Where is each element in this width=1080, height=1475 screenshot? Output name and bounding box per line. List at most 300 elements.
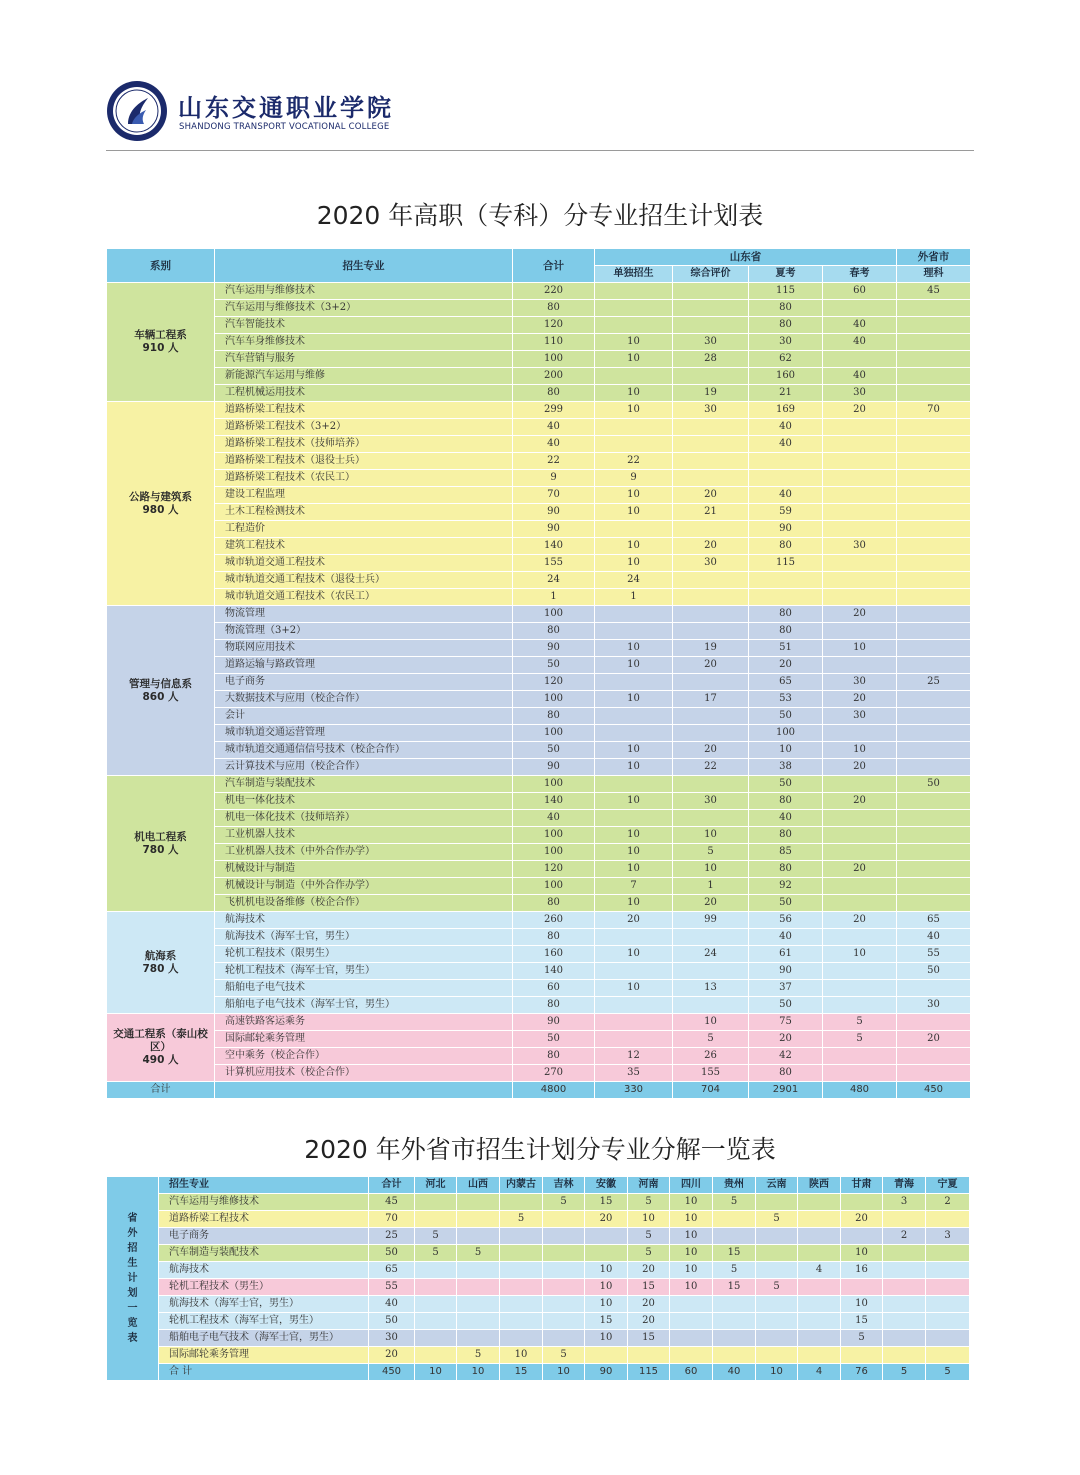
independent-cell: [595, 1031, 673, 1048]
independent-cell: 10: [595, 351, 673, 368]
dept-name: 交通工程系（泰山校区）: [113, 1028, 208, 1053]
quota-cell: [415, 1296, 457, 1313]
quota-cell: 20: [628, 1313, 670, 1330]
table2-header-row: [107, 1177, 970, 1194]
total-cell: 9: [513, 470, 595, 487]
spring-exam-cell: [823, 351, 897, 368]
quota-cell: 20: [628, 1262, 670, 1279]
college-name-cn: 山东交通职业学院: [178, 93, 394, 122]
quota-cell: [543, 1279, 585, 1296]
total-cell: 22: [513, 453, 595, 470]
summer-exam-cell: 40: [749, 436, 823, 453]
quota-cell: [500, 1313, 543, 1330]
college-name-en: SHANDONG TRANSPORT VOCATIONAL COLLEGE: [179, 122, 390, 132]
summer-exam-cell: 80: [749, 606, 823, 623]
comprehensive-cell: 99: [673, 912, 749, 929]
table-row: [107, 436, 971, 453]
comprehensive-cell: 17: [673, 691, 749, 708]
comprehensive-cell: [673, 725, 749, 742]
quota-cell: [457, 1296, 500, 1313]
independent-cell: [595, 997, 673, 1014]
science-cell: [897, 572, 971, 589]
total-cell: 260: [513, 912, 595, 929]
summer-exam-cell: 59: [749, 504, 823, 521]
quota-cell: 10: [628, 1211, 670, 1228]
spring-exam-cell: [823, 810, 897, 827]
spring-exam-cell: 30: [823, 708, 897, 725]
major-cell: 汽车制造与装配技术: [159, 1245, 369, 1262]
major-cell: 道路运输与路政管理: [215, 657, 513, 674]
independent-cell: 10: [595, 538, 673, 555]
table-row: [107, 793, 971, 810]
independent-cell: 35: [595, 1065, 673, 1082]
quota-cell: 5: [756, 1211, 798, 1228]
major-cell: 道路桥梁工程技术（退役士兵）: [215, 453, 513, 470]
quota-cell: [713, 1228, 756, 1245]
total-cell: 90: [513, 521, 595, 538]
comprehensive-cell: [673, 419, 749, 436]
table-row: [107, 504, 971, 521]
independent-cell: 1: [595, 589, 673, 606]
total-cell: 10: [756, 1364, 798, 1381]
quota-cell: [415, 1347, 457, 1364]
dept-count: 780 人: [142, 962, 179, 975]
comprehensive-cell: [673, 810, 749, 827]
summer-exam-cell: 50: [749, 776, 823, 793]
total-cell: 90: [513, 759, 595, 776]
major-cell: 城市轨道交通工程技术: [215, 555, 513, 572]
summer-exam-cell: 37: [749, 980, 823, 997]
table-row: [107, 810, 971, 827]
dept-count: 980 人: [142, 503, 179, 516]
independent-cell: 7: [595, 878, 673, 895]
comprehensive-cell: 30: [673, 555, 749, 572]
quota-cell: [713, 1313, 756, 1330]
comprehensive-cell: [673, 606, 749, 623]
quota-cell: [926, 1330, 970, 1347]
major-cell: 会计: [215, 708, 513, 725]
major-cell: 物流管理: [215, 606, 513, 623]
major-cell: 机械设计与制造: [215, 861, 513, 878]
quota-cell: [756, 1228, 798, 1245]
total-cell: 115: [628, 1364, 670, 1381]
table-row: [107, 742, 971, 759]
quota-cell: 5: [756, 1279, 798, 1296]
quota-cell: 5: [628, 1194, 670, 1211]
quota-cell: [798, 1279, 841, 1296]
comprehensive-cell: 20: [673, 487, 749, 504]
science-cell: [897, 470, 971, 487]
table-row: [107, 470, 971, 487]
quota-cell: 45: [369, 1194, 415, 1211]
table-row: [107, 878, 971, 895]
quota-cell: [457, 1262, 500, 1279]
major-cell: 新能源汽车运用与维修: [215, 368, 513, 385]
independent-cell: [595, 368, 673, 385]
summer-exam-cell: 30: [749, 334, 823, 351]
summer-exam-cell: 80: [749, 1065, 823, 1082]
spring-exam-cell: [823, 1065, 897, 1082]
quota-cell: 10: [670, 1211, 713, 1228]
table-row: [107, 419, 971, 436]
table-row: [107, 963, 971, 980]
total-cell: 160: [513, 946, 595, 963]
dept-cell: [107, 912, 215, 1014]
independent-cell: [595, 708, 673, 725]
spring-exam-cell: [823, 521, 897, 538]
total-cell: 90: [585, 1364, 628, 1381]
major-cell: 轮机工程技术（海军士官，男生）: [159, 1313, 369, 1330]
table-row: [107, 368, 971, 385]
dept-cell: [107, 283, 215, 402]
comprehensive-cell: [673, 589, 749, 606]
table2-row: [107, 1313, 970, 1330]
major-cell: 物联网应用技术: [215, 640, 513, 657]
total-cell: 140: [513, 793, 595, 810]
independent-cell: 10: [595, 385, 673, 402]
major-cell: 机电一体化技术（技师培养）: [215, 810, 513, 827]
column-header: 云南: [756, 1177, 798, 1194]
major-cell: 汽车运用与维修技术: [159, 1194, 369, 1211]
summer-exam-cell: 40: [749, 810, 823, 827]
summer-exam-cell: 80: [749, 538, 823, 555]
major-cell: 轮机工程技术（海军士官，男生）: [215, 963, 513, 980]
total-cell: 40: [513, 436, 595, 453]
table-row: [107, 895, 971, 912]
summer-exam-cell: 65: [749, 674, 823, 691]
total-cell: 4: [798, 1364, 841, 1381]
quota-cell: [883, 1347, 926, 1364]
quota-cell: [926, 1347, 970, 1364]
dept-name: 管理与信息系: [129, 677, 192, 690]
dept-name: 航海系: [144, 949, 177, 962]
comprehensive-cell: 10: [673, 827, 749, 844]
comprehensive-cell: [673, 317, 749, 334]
quota-cell: 50: [369, 1313, 415, 1330]
spring-exam-cell: 20: [823, 912, 897, 929]
spring-exam-cell: 30: [823, 674, 897, 691]
comprehensive-cell: [673, 708, 749, 725]
total-cell: 100: [513, 827, 595, 844]
quota-cell: [883, 1245, 926, 1262]
major-cell: 船舶电子电气技术: [215, 980, 513, 997]
quota-cell: 10: [670, 1194, 713, 1211]
spring-exam-cell: [823, 980, 897, 997]
comprehensive-cell: 30: [673, 402, 749, 419]
comprehensive-cell: 19: [673, 385, 749, 402]
quota-cell: 10: [585, 1262, 628, 1279]
table-row: [107, 385, 971, 402]
quota-cell: [543, 1211, 585, 1228]
science-cell: [897, 759, 971, 776]
quota-cell: [713, 1347, 756, 1364]
quota-cell: [883, 1279, 926, 1296]
quota-cell: 5: [543, 1194, 585, 1211]
major-cell: 土木工程检测技术: [215, 504, 513, 521]
total-cell: 90: [513, 640, 595, 657]
independent-cell: 10: [595, 657, 673, 674]
quota-cell: [415, 1313, 457, 1330]
quota-cell: [457, 1211, 500, 1228]
spring-exam-cell: [823, 300, 897, 317]
quota-cell: 10: [670, 1279, 713, 1296]
summer-exam-cell: 80: [749, 623, 823, 640]
independent-cell: [595, 436, 673, 453]
spring-exam-cell: [823, 963, 897, 980]
independent-cell: [595, 623, 673, 640]
science-cell: [897, 708, 971, 725]
quota-cell: 5: [713, 1262, 756, 1279]
major-cell: 汽车运用与维修技术: [215, 283, 513, 300]
table-row: [107, 317, 971, 334]
summer-exam-cell: 50: [749, 997, 823, 1014]
science-cell: [897, 436, 971, 453]
total-cell: 50: [513, 742, 595, 759]
total-cell: 120: [513, 861, 595, 878]
grand-independent-cell: 330: [595, 1082, 673, 1099]
summer-exam-cell: [749, 572, 823, 589]
comprehensive-cell: 30: [673, 793, 749, 810]
quota-cell: [415, 1279, 457, 1296]
quota-cell: [841, 1347, 883, 1364]
quota-cell: 15: [585, 1313, 628, 1330]
quota-cell: [500, 1194, 543, 1211]
comprehensive-cell: 20: [673, 657, 749, 674]
spring-exam-cell: 60: [823, 283, 897, 300]
quota-cell: 15: [628, 1330, 670, 1347]
spring-exam-cell: 10: [823, 640, 897, 657]
summer-exam-cell: 51: [749, 640, 823, 657]
comprehensive-cell: [673, 963, 749, 980]
quota-cell: [500, 1245, 543, 1262]
table-row: [107, 453, 971, 470]
table-row: [107, 725, 971, 742]
comprehensive-cell: [673, 300, 749, 317]
total-cell: 90: [513, 1014, 595, 1031]
quota-cell: [415, 1211, 457, 1228]
table2-total-row: [107, 1364, 970, 1381]
total-cell: 70: [513, 487, 595, 504]
table-row: [107, 623, 971, 640]
quota-cell: 65: [369, 1262, 415, 1279]
subheader-cell: 理科: [897, 266, 971, 283]
table-row: [107, 283, 971, 300]
quota-cell: 5: [628, 1228, 670, 1245]
spring-exam-cell: 20: [823, 402, 897, 419]
table-row: [107, 300, 971, 317]
independent-cell: 10: [595, 487, 673, 504]
column-header: 河南: [628, 1177, 670, 1194]
table-row: [107, 997, 971, 1014]
spring-exam-cell: [823, 419, 897, 436]
quota-cell: [756, 1296, 798, 1313]
quota-cell: [926, 1262, 970, 1279]
quota-cell: [883, 1330, 926, 1347]
total-cell: 80: [513, 385, 595, 402]
dept-cell: [107, 402, 215, 606]
comprehensive-cell: 30: [673, 334, 749, 351]
science-cell: [897, 334, 971, 351]
spring-exam-cell: 30: [823, 385, 897, 402]
quota-cell: [798, 1228, 841, 1245]
major-cell: 道路桥梁工程技术（技师培养）: [215, 436, 513, 453]
major-cell: 国际邮轮乘务管理: [159, 1347, 369, 1364]
independent-cell: [595, 606, 673, 623]
major-cell: 机械设计与制造（中外合作办学）: [215, 878, 513, 895]
science-cell: [897, 589, 971, 606]
column-header: 宁夏: [926, 1177, 970, 1194]
spring-exam-cell: 5: [823, 1014, 897, 1031]
science-cell: [897, 504, 971, 521]
header-dept: 系别: [107, 249, 215, 283]
major-cell: 云计算技术与应用（校企合作）: [215, 759, 513, 776]
summer-exam-cell: 38: [749, 759, 823, 776]
total-cell: 60: [513, 980, 595, 997]
summer-exam-cell: 85: [749, 844, 823, 861]
quota-cell: 20: [628, 1296, 670, 1313]
total-cell: 299: [513, 402, 595, 419]
comprehensive-cell: 13: [673, 980, 749, 997]
science-cell: [897, 453, 971, 470]
comprehensive-cell: [673, 572, 749, 589]
column-header: 山西: [457, 1177, 500, 1194]
comprehensive-cell: [673, 283, 749, 300]
total-cell: 100: [513, 844, 595, 861]
column-header: 河北: [415, 1177, 457, 1194]
summer-exam-cell: 80: [749, 827, 823, 844]
major-cell: 电子商务: [159, 1228, 369, 1245]
header-shandong: 山东省: [595, 249, 897, 266]
table-row: [107, 334, 971, 351]
table-row: [107, 487, 971, 504]
major-cell: 建筑工程技术: [215, 538, 513, 555]
total-cell: 100: [513, 606, 595, 623]
comprehensive-cell: [673, 776, 749, 793]
major-cell: 城市轨道交通通信信号技术（校企合作）: [215, 742, 513, 759]
table1-title: 2020 年高职（专科）分专业招生计划表: [316, 201, 764, 230]
quota-cell: [883, 1296, 926, 1313]
summer-exam-cell: [749, 589, 823, 606]
spring-exam-cell: [823, 844, 897, 861]
independent-cell: 10: [595, 759, 673, 776]
major-cell: 高速铁路客运乘务: [215, 1014, 513, 1031]
spring-exam-cell: 20: [823, 691, 897, 708]
quota-cell: [500, 1279, 543, 1296]
table-row: [107, 351, 971, 368]
independent-cell: 10: [595, 640, 673, 657]
total-cell: 100: [513, 351, 595, 368]
column-header: 内蒙古: [500, 1177, 543, 1194]
quota-cell: [585, 1228, 628, 1245]
quota-cell: [883, 1262, 926, 1279]
quota-cell: 16: [841, 1262, 883, 1279]
major-cell: 城市轨道交通工程技术（农民工）: [215, 589, 513, 606]
summer-exam-cell: 100: [749, 725, 823, 742]
science-cell: [897, 538, 971, 555]
column-header: 招生专业: [159, 1177, 369, 1194]
total-cell: 80: [513, 708, 595, 725]
quota-cell: 15: [713, 1245, 756, 1262]
table2-row: [107, 1245, 970, 1262]
comprehensive-cell: [673, 521, 749, 538]
independent-cell: 10: [595, 861, 673, 878]
total-cell: 10: [543, 1364, 585, 1381]
comprehensive-cell: [673, 453, 749, 470]
quota-cell: 10: [585, 1279, 628, 1296]
comprehensive-cell: 28: [673, 351, 749, 368]
total-cell: 100: [513, 725, 595, 742]
column-header: 吉林: [543, 1177, 585, 1194]
summer-exam-cell: 80: [749, 793, 823, 810]
quota-cell: 4: [798, 1262, 841, 1279]
summer-exam-cell: 92: [749, 878, 823, 895]
column-header: 甘肃: [841, 1177, 883, 1194]
quota-cell: [883, 1313, 926, 1330]
table2-row: [107, 1330, 970, 1347]
science-cell: 65: [897, 912, 971, 929]
outside-province-table: [106, 1176, 970, 1381]
quota-cell: 5: [457, 1245, 500, 1262]
major-cell: 汽车运用与维修技术（3+2）: [215, 300, 513, 317]
quota-cell: 15: [585, 1194, 628, 1211]
comprehensive-cell: 10: [673, 1014, 749, 1031]
total-cell: 40: [713, 1364, 756, 1381]
summer-exam-cell: 40: [749, 419, 823, 436]
quota-cell: [457, 1330, 500, 1347]
quota-cell: 40: [369, 1296, 415, 1313]
column-header: 陕西: [798, 1177, 841, 1194]
science-cell: 50: [897, 776, 971, 793]
quota-cell: [457, 1313, 500, 1330]
major-cell: 计算机应用技术（校企合作）: [215, 1065, 513, 1082]
quota-cell: [670, 1330, 713, 1347]
science-cell: 70: [897, 402, 971, 419]
major-cell: 航海技术（海军士官，男生）: [215, 929, 513, 946]
independent-cell: 10: [595, 827, 673, 844]
header-outside: 外省市: [897, 249, 971, 266]
column-header: 四川: [670, 1177, 713, 1194]
total-cell: 60: [670, 1364, 713, 1381]
table2-row: [107, 1194, 970, 1211]
table-row: [107, 521, 971, 538]
quota-cell: [756, 1313, 798, 1330]
total-cell: 220: [513, 283, 595, 300]
science-cell: [897, 793, 971, 810]
table2-row: [107, 1262, 970, 1279]
spring-exam-cell: [823, 572, 897, 589]
major-cell: 道路桥梁工程技术: [159, 1211, 369, 1228]
independent-cell: [595, 300, 673, 317]
table-row: [107, 640, 971, 657]
quota-cell: 10: [585, 1330, 628, 1347]
summer-exam-cell: 56: [749, 912, 823, 929]
comprehensive-cell: [673, 368, 749, 385]
spring-exam-cell: [823, 929, 897, 946]
major-cell: 汽车智能技术: [215, 317, 513, 334]
grand-spring-exam-cell: 480: [823, 1082, 897, 1099]
grand-summer-exam-cell: 2901: [749, 1082, 823, 1099]
spring-exam-cell: [823, 470, 897, 487]
table-row: [107, 1048, 971, 1065]
comprehensive-cell: 24: [673, 946, 749, 963]
major-cell: 道路桥梁工程技术: [215, 402, 513, 419]
quota-cell: 5: [415, 1245, 457, 1262]
independent-cell: [595, 963, 673, 980]
comprehensive-cell: 20: [673, 895, 749, 912]
quota-cell: [415, 1194, 457, 1211]
summer-exam-cell: 115: [749, 555, 823, 572]
total-cell: 270: [513, 1065, 595, 1082]
